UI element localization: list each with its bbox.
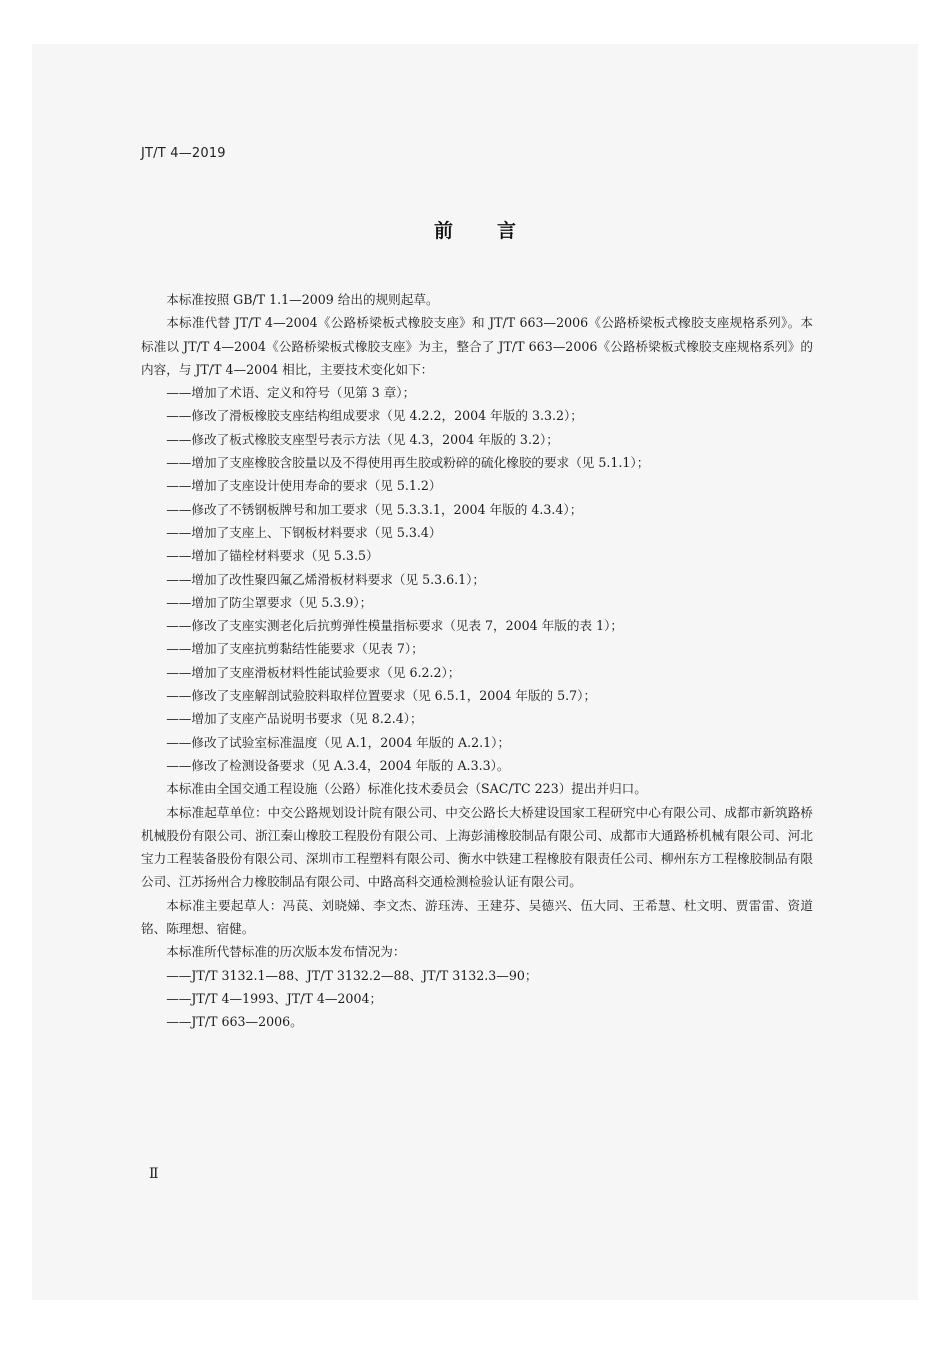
page-title: 前言 [433,220,560,242]
paragraph-history-intro: 本标准所代替标准的历次版本发布情况为： [166,944,406,960]
change-item: ——增加了支座设计使用寿命的要求（见 5.1.2） [166,478,442,494]
change-item: ——增加了锚栓材料要求（见 5.3.5） [166,548,379,564]
history-item: ——JT/T 3132.1—88、JT/T 3132.2—88、JT/T 3132.3—90； [166,967,538,983]
paragraph-proposer: 本标准由全国交通工程设施（公路）标准化技术委员会（SAC/TC 223）提出并归口。 [166,781,647,797]
change-item: ——修改了支座实测老化后抗剪弹性模量指标要求（见表 7，2004 年版的表 1）； [166,618,623,634]
change-item: ——增加了术语、定义和符号（见第 3 章）； [166,385,416,401]
change-item: ——增加了改性聚四氟乙烯滑板材料要求（见 5.3.6.1）； [166,571,486,587]
change-item: ——修改了检测设备要求（见 A.3.4，2004 年版的 A.3.3）。 [166,757,510,773]
paragraph-drafters: 本标准主要起草人：冯苠、刘晓娣、李文杰、游珏涛、王建芬、吴德兴、伍大同、王希慧、杜文明、贾雷雷、资道铭、陈理想、宿健。 [141,897,813,937]
standard-code: JT/T 4—2019 [141,146,226,161]
change-item: ——增加了支座上、下钢板材料要求（见 5.3.4） [166,524,442,540]
paragraph-drafting-rules: 本标准按照 GB/T 1.1—2009 给出的规则起草。 [166,292,439,307]
paragraph-drafting-units: 本标准起草单位：中交公路规划设计院有限公司、中交公路长大桥建设国家工程研究中心有限公司、成都市新筑路桥机械股份有限公司、浙江秦山橡胶工程股份有限公司、上海彭浦橡胶制品有限公司、成都市大通路桥机械有限公司、河北宝力工程装备股份有限公司、深圳市工程塑料有限公司、衡水中铁建工程橡胶有限责任公司、柳州东方工程橡胶制品有限公司、江苏扬州合力橡胶制品有限公司、中路高科交通检测检验认证有限公司。 [141,804,813,890]
change-item: ——增加了防尘罩要求（见 5.3.9）； [166,594,373,610]
change-item: ——增加了支座滑板材料性能试验要求（见 6.2.2）； [166,664,461,680]
change-item: ——修改了试验室标准温度（见 A.1，2004 年版的 A.2.1）； [166,734,511,750]
change-item: ——修改了板式橡胶支座型号表示方法（见 4.3，2004 年版的 3.2）； [166,431,559,447]
change-item: ——修改了支座解剖试验胶料取样位置要求（见 6.5.1，2004 年版的 5.7）； [166,688,597,704]
change-item: ——增加了支座产品说明书要求（见 8.2.4）； [166,711,423,727]
history-item: ——JT/T 4—1993、JT/T 4—2004； [166,990,383,1006]
paragraph-replacement: 本标准代替 JT/T 4—2004《公路桥梁板式橡胶支座》和 JT/T 663—2006《公路桥梁板式橡胶支座规格系列》。本标准以 JT/T 4—2004《公路桥梁板式橡胶支座》为主，整合了 JT/T 663—2006《公路桥梁板式橡胶支座规格系列》的内容，与 JT/T 4—2004 相比，主要技术变化如下： [141,315,813,377]
document-body [141,288,813,1034]
change-item: ——增加了支座橡胶含胶量以及不得使用再生胶或粉碎的硫化橡胶的要求（见 5.1.1）； [166,455,650,471]
change-item: ——增加了支座抗剪黏结性能要求（见表 7）； [166,641,424,657]
change-item: ——修改了不锈钢板牌号和加工要求（见 5.3.3.1，2004 年版的 4.3.4）； [166,501,583,517]
change-item: ——修改了滑板橡胶支座结构组成要求（见 4.2.2，2004 年版的 3.3.2）； [166,408,583,424]
history-item: ——JT/T 663—2006。 [166,1014,303,1030]
page-number: Ⅱ [149,1166,159,1182]
